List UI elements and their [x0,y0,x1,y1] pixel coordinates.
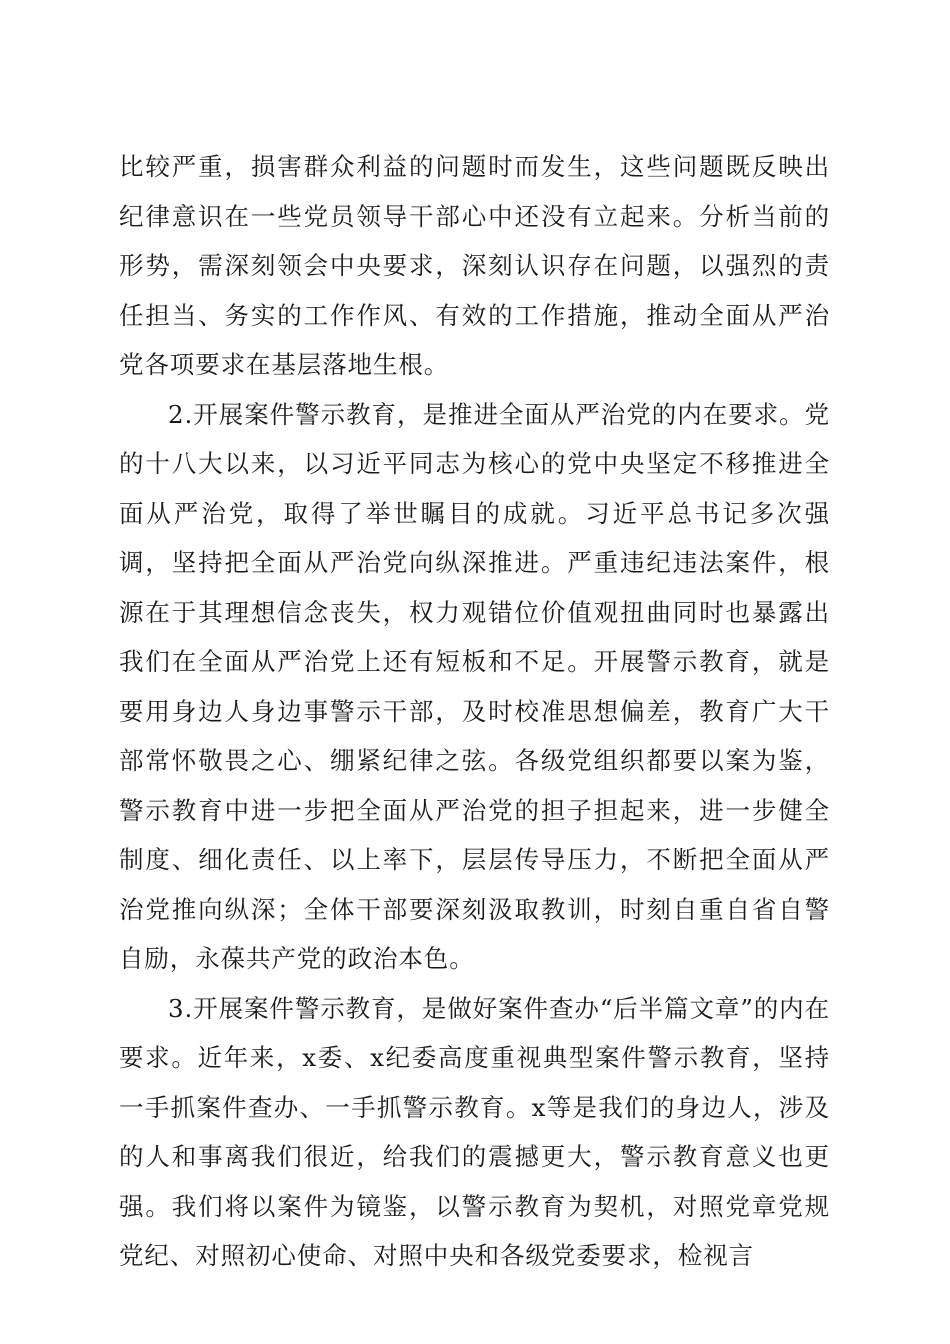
paragraph-point-3: 3.开展案件警示教育，是做好案件查办“后半篇文章”的内在要求。近年来，x委、x纪委高度重视典型案件警示教育，坚持一手抓案件查办、一手抓警示教育。x等是我们的身边人，涉及的人和事离我们很近，给我们的震撼更大，警示教育意义也更强。我们将以案件为镜鉴，以警示教育为契机，对照党章党规党纪、对照初心使命、对照中央和各级党委要求，检视言 [119,993,830,1270]
paragraph-continuation: 比较严重，损害群众利益的问题时而发生，这些问题既反映出纪律意识在一些党员领导干部心中还没有立起来。分析当前的形势，需深刻领会中央要求，深刻认识存在问题，以强烈的责任担当、务实的工作作风、有效的工作措施，推动全面从严治党各项要求在基层落地生根。 [119,152,830,379]
document-body [119,142,830,1281]
paragraph-point-2: 2.开展案件警示教育，是推进全面从严治党的内在要求。党的十八大以来，以习近平同志为核心的党中央坚定不移推进全面从严治党，取得了举世瞩目的成就。习近平总书记多次强调，坚持把全面从严治党向纵深推进。严重违纪违法案件，根源在于其理想信念丧失，权力观错位价值观扭曲同时也暴露出我们在全面从严治党上还有短板和不足。开展警示教育，就是要用身边人身边事警示干部，及时校准思想偏差，教育广大干部常怀敬畏之心、绷紧纪律之弦。各级党组织都要以案为鉴，警示教育中进一步把全面从严治党的担子担起来，进一步健全制度、细化责任、以上率下，层层传导压力，不断把全面从严治党推向纵深；全体干部要深刻汲取教训，时刻自重自省自警自励，永葆共产党的政治本色。 [119,399,830,973]
